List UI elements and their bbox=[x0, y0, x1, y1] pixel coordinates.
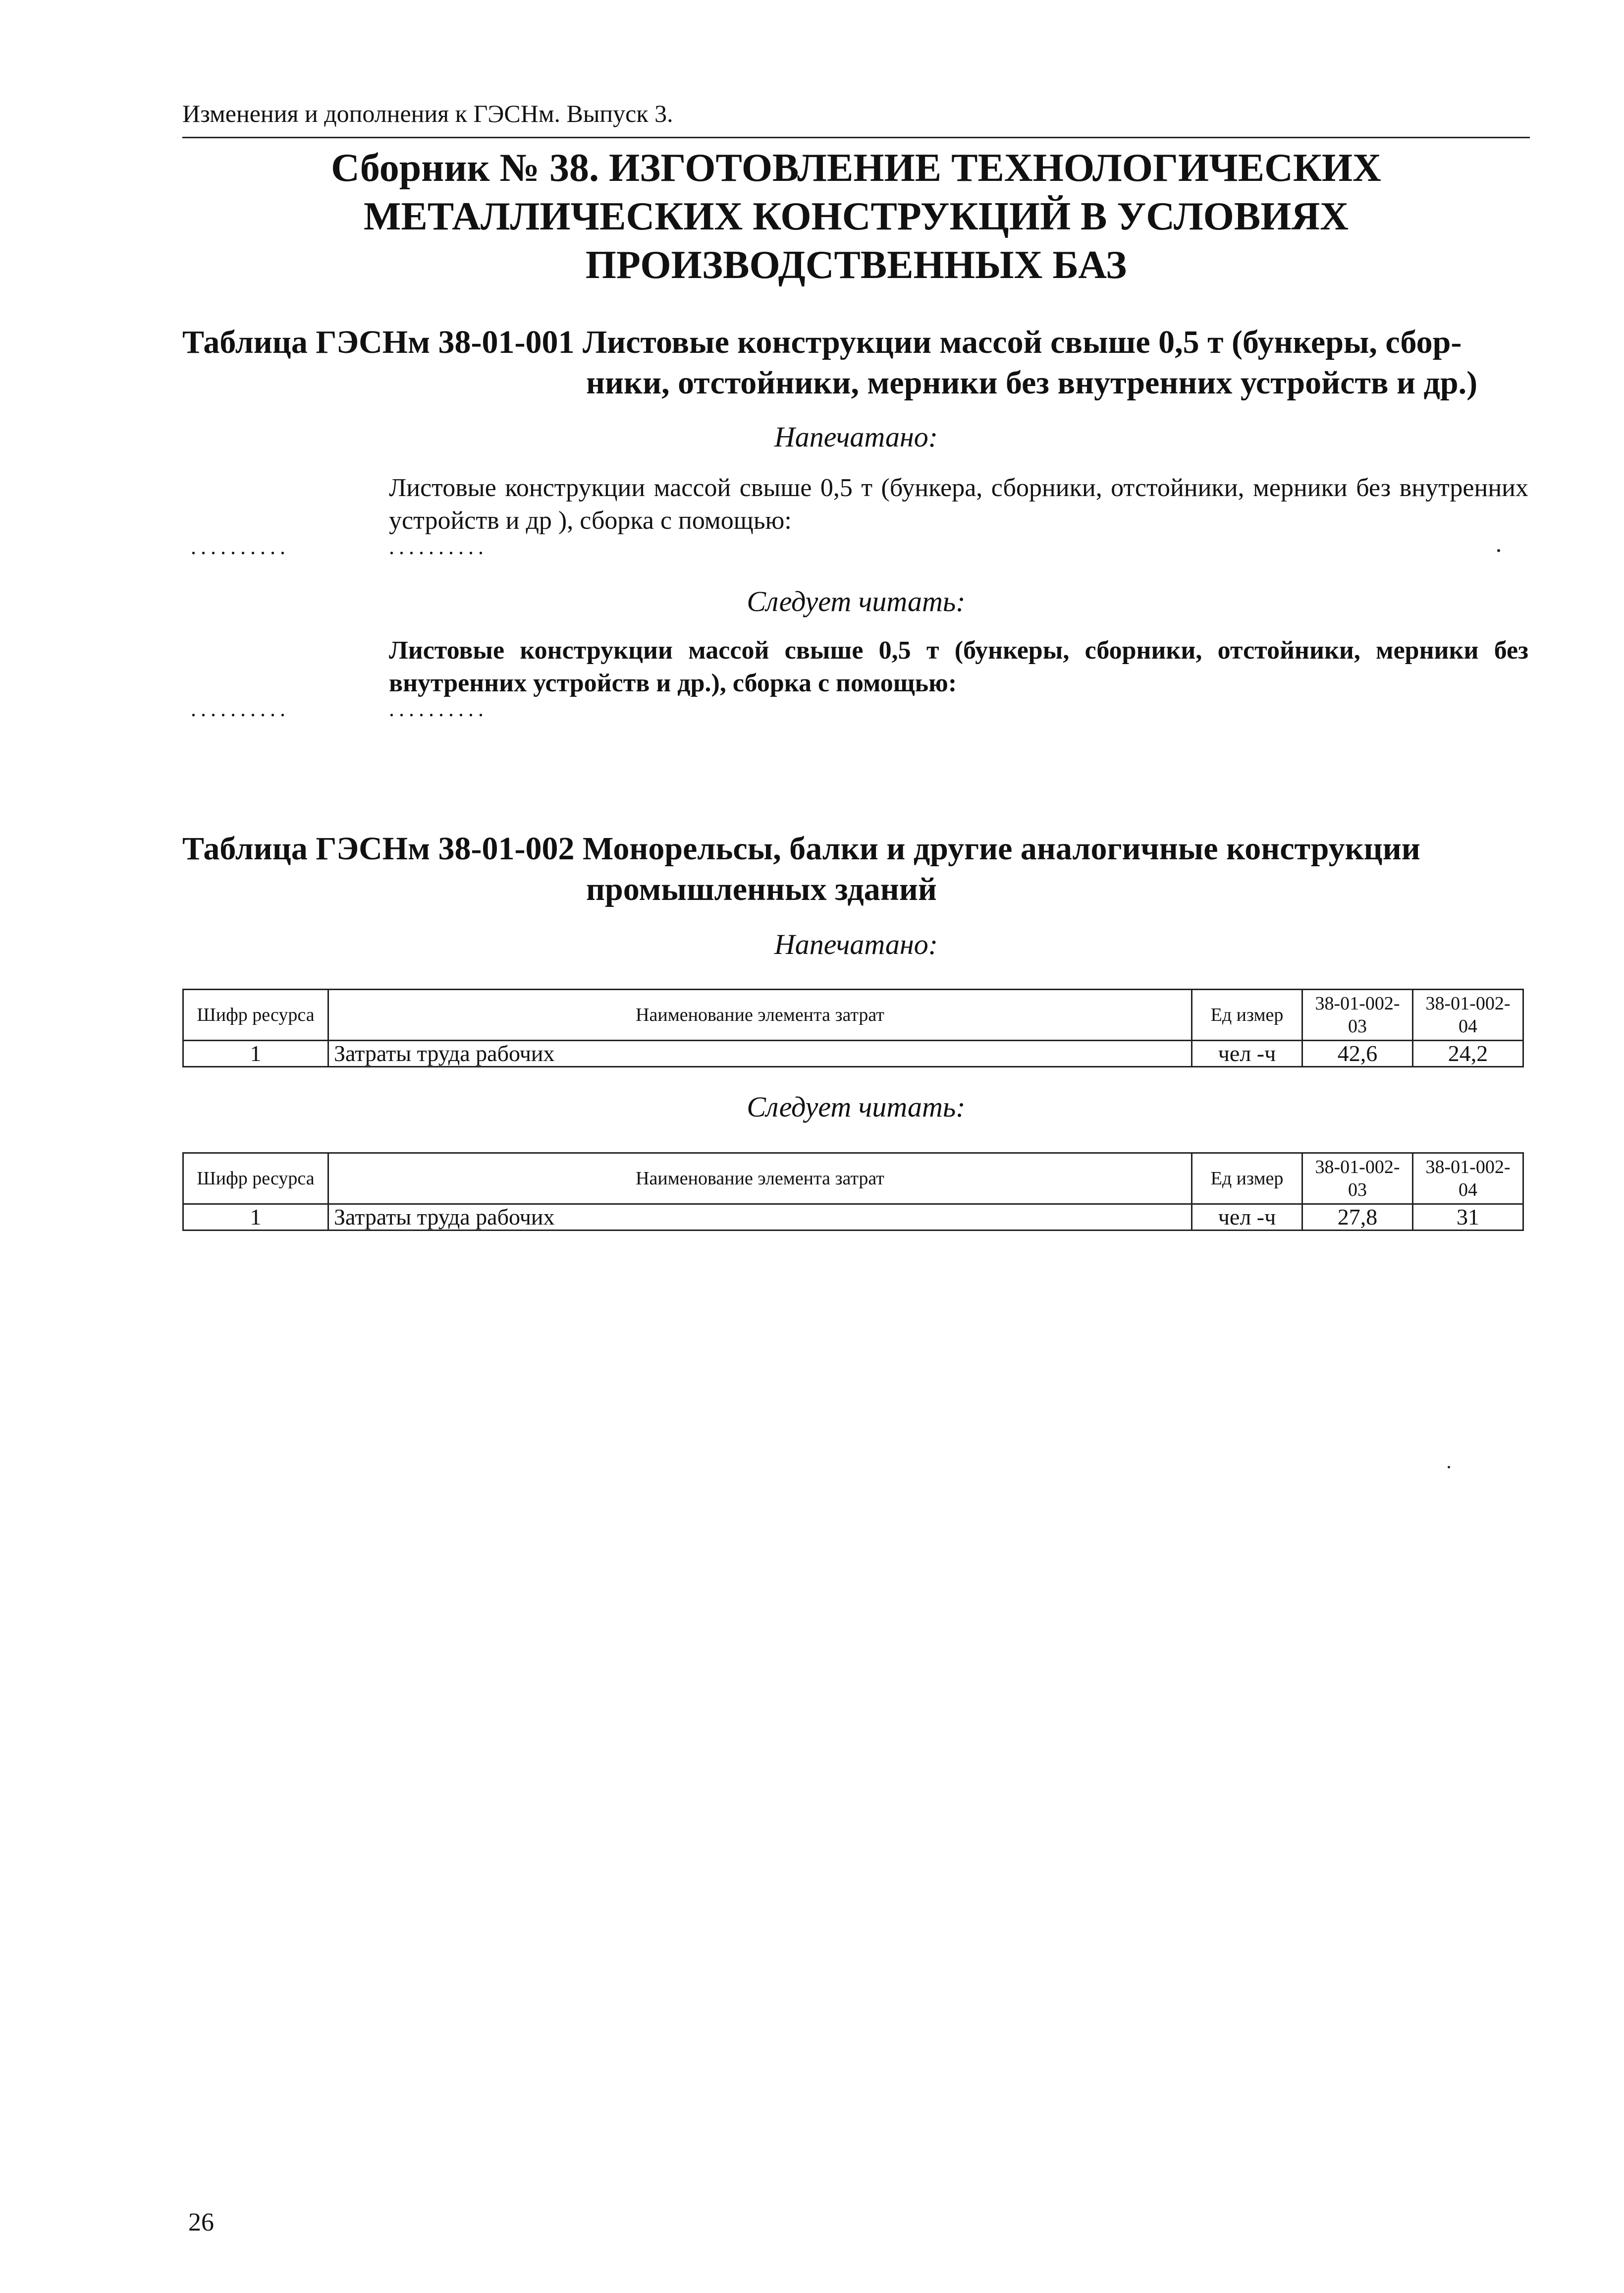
table-header-row bbox=[183, 990, 1523, 1041]
table1-title bbox=[182, 322, 1477, 403]
cell-value-2: 31 bbox=[1413, 1204, 1523, 1230]
table2-title-line-1: Таблица ГЭСНм 38-01-002 Монорельсы, балки и другие аналогичные конструкции bbox=[182, 831, 1420, 867]
header-code: Шифр ресурса bbox=[183, 1153, 328, 1204]
header-name: Наименование элемента затрат bbox=[328, 990, 1192, 1041]
cell-value-1: 42,6 bbox=[1302, 1041, 1413, 1067]
table1-correct-text: Листовые конструкции массой свыше 0,5 т (бункеры, сборники, отстойники, мерники без внутренних устройств и др.), сборка с помощью: bbox=[389, 636, 1528, 697]
table2-correct-label: Следует читать: bbox=[747, 1091, 966, 1123]
table1-printed-text: Листовые конструкции массой свыше 0,5 т (бункера, сборники, отстойники, мерники без внутренних устройств и др ), сборка с помощью: bbox=[389, 474, 1528, 535]
collection-title-line-2: МЕТАЛЛИЧЕСКИХ КОНСТРУКЦИЙ В УСЛОВИЯХ bbox=[363, 195, 1349, 238]
header-code: Шифр ресурса bbox=[183, 990, 328, 1041]
ellipsis-right: .......... bbox=[389, 697, 488, 721]
table1-title-line-2: ники, отстойники, мерники без внутренних устройств и др.) bbox=[586, 365, 1478, 401]
table-header-row bbox=[183, 1153, 1523, 1204]
collection-title-line-1: Сборник № 38. ИЗГОТОВЛЕНИЕ ТЕХНОЛОГИЧЕСКИХ bbox=[331, 146, 1381, 190]
corrected-resource-table bbox=[182, 1152, 1524, 1231]
running-header: Изменения и дополнения к ГЭСНм. Выпуск 3. bbox=[182, 100, 673, 127]
ellipsis-left: .......... bbox=[191, 697, 290, 721]
header-unit: Ед измер bbox=[1192, 1153, 1302, 1204]
ellipsis-left: .......... bbox=[191, 535, 290, 559]
collection-title-line-3: ПРОИЗВОДСТВЕННЫХ БАЗ bbox=[585, 243, 1127, 287]
cell-code: 1 bbox=[183, 1041, 328, 1067]
table2-printed-label: Напечатано: bbox=[774, 928, 938, 960]
ellipsis-right: .......... bbox=[389, 535, 488, 559]
header-col-2: 38-01-002-04 bbox=[1413, 990, 1523, 1041]
collection-title bbox=[182, 144, 1530, 289]
table1-title-line-1: Таблица ГЭСНм 38-01-001 Листовые конструкции массой свыше 0,5 т (бункеры, сбор- bbox=[182, 324, 1462, 360]
cell-unit: чел -ч bbox=[1192, 1204, 1302, 1230]
table2-title-line-2: промышленных зданий bbox=[586, 871, 937, 907]
header-col-2: 38-01-002-04 bbox=[1413, 1153, 1523, 1204]
table1-printed-label: Напечатано: bbox=[774, 421, 938, 453]
header-col-1: 38-01-002-03 bbox=[1302, 990, 1413, 1041]
stray-dot bbox=[1497, 549, 1500, 552]
table-row bbox=[183, 1204, 1523, 1230]
cell-value-2: 24,2 bbox=[1413, 1041, 1523, 1067]
cell-value-1: 27,8 bbox=[1302, 1204, 1413, 1230]
header-col-1: 38-01-002-03 bbox=[1302, 1153, 1413, 1204]
stray-dot bbox=[1448, 1466, 1450, 1468]
page-number: 26 bbox=[188, 2208, 214, 2237]
cell-name: Затраты труда рабочих bbox=[328, 1204, 1192, 1230]
table1-correct-label: Следует читать: bbox=[747, 585, 966, 617]
header-unit: Ед измер bbox=[1192, 990, 1302, 1041]
cell-code: 1 bbox=[183, 1204, 328, 1230]
table-row bbox=[183, 1041, 1523, 1067]
header-rule bbox=[182, 137, 1530, 138]
printed-resource-table bbox=[182, 989, 1524, 1067]
table2-title bbox=[182, 829, 1420, 910]
header-name: Наименование элемента затрат bbox=[328, 1153, 1192, 1204]
cell-unit: чел -ч bbox=[1192, 1041, 1302, 1067]
cell-name: Затраты труда рабочих bbox=[328, 1041, 1192, 1067]
